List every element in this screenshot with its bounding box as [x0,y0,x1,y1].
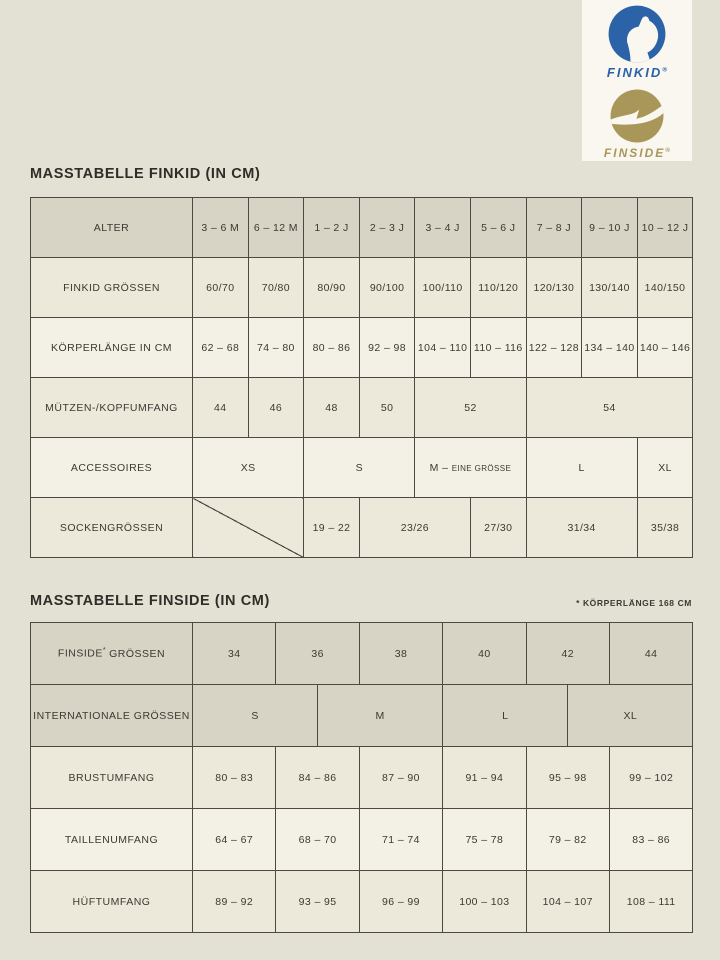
row-hueftumfang [31,871,693,933]
cell-size: 120/130 [526,258,582,318]
cell-age: 3 – 4 J [415,198,471,258]
cell-head-size: 48 [304,378,360,438]
row-label-finkid-groessen: FINKID GRÖSSEN [31,258,193,318]
row-koerperlaenge [31,318,693,378]
cell-hip: 96 – 99 [359,871,442,933]
row-internationale-groessen [31,685,693,747]
cell-chest: 91 – 94 [443,747,526,809]
cell-accessory-size: XS [193,438,304,498]
finkid-section-title [30,166,692,182]
cell-chest: 95 – 98 [526,747,609,809]
cell-size: 60/70 [193,258,249,318]
row-alter [31,198,693,258]
cell-intl-size: S [193,685,318,747]
cell-age: 2 – 3 J [359,198,415,258]
cell-age: 5 – 6 J [470,198,526,258]
row-taillenumfang [31,809,693,871]
row-label-accessoires: ACCESSOIRES [31,438,193,498]
cell-chest: 87 – 90 [359,747,442,809]
cell-chest: 84 – 86 [276,747,359,809]
cell-sock-size: 19 – 22 [304,498,360,558]
cell-size: 70/80 [248,258,304,318]
cell-body-length: 110 – 116 [470,318,526,378]
brand-logo-card [582,0,692,161]
cell-intl-size: XL [568,685,693,747]
cell-body-length: 74 – 80 [248,318,304,378]
finkid-size-table [30,197,693,558]
cell-waist: 71 – 74 [359,809,442,871]
cell-sock-size: 31/34 [526,498,637,558]
cell-size: 34 [193,623,276,685]
asterisk: * [102,647,107,655]
cell-accessory-size-one-size: M – EINE GRÖSSE [415,438,526,498]
koerperlaenge-footnote: * KÖRPERLÄNGE 168 CM [576,598,692,608]
cell-body-length: 92 – 98 [359,318,415,378]
row-label-hueftumfang: HÜFTUMFANG [31,871,193,933]
finside-bird-logo-icon [610,89,664,143]
row-label-international: INTERNATIONALE GRÖSSEN [31,685,193,747]
cell-hip: 108 – 111 [609,871,692,933]
cell-head-size: 44 [193,378,249,438]
cell-age: 10 – 12 J [637,198,693,258]
cell-waist: 83 – 86 [609,809,692,871]
cell-size: 100/110 [415,258,471,318]
cell-waist: 68 – 70 [276,809,359,871]
cell-sock-size: 27/30 [470,498,526,558]
one-size-note: EINE GRÖSSE [451,463,512,473]
row-label-alter: ALTER [31,198,193,258]
cell-age: 6 – 12 M [248,198,304,258]
cell-head-size: 52 [415,378,526,438]
cell-intl-size: L [443,685,568,747]
cell-size: 40 [443,623,526,685]
cell-head-size: 46 [248,378,304,438]
cell-size: 80/90 [304,258,360,318]
cell-size: 110/120 [470,258,526,318]
cell-size: 130/140 [582,258,638,318]
cell-body-length: 104 – 110 [415,318,471,378]
cell-waist: 75 – 78 [443,809,526,871]
cell-size: 38 [359,623,442,685]
cell-accessory-size: S [304,438,415,498]
finkid-wordmark: FINKID® [606,65,668,80]
row-label-finside-groessen: FINSIDE* GRÖSSEN [31,623,193,685]
cell-age: 1 – 2 J [304,198,360,258]
row-label-taillenumfang: TAILLENUMFANG [31,809,193,871]
cell-head-size: 54 [526,378,693,438]
cell-body-length: 140 – 146 [637,318,693,378]
cell-hip: 100 – 103 [443,871,526,933]
registered-mark: ® [665,147,671,154]
row-muetzen-kopfumfang [31,378,693,438]
finkid-title-text: MASSTABELLE FINKID (IN CM) [30,166,261,182]
cell-sock-size: 23/26 [359,498,470,558]
finside-size-table [30,622,693,933]
cell-waist: 79 – 82 [526,809,609,871]
cell-accessory-size: XL [637,438,693,498]
cell-size: 42 [526,623,609,685]
cell-age: 9 – 10 J [582,198,638,258]
cell-hip: 89 – 92 [193,871,276,933]
cell-body-length: 122 – 128 [526,318,582,378]
row-label-koerperlaenge: KÖRPERLÄNGE IN CM [31,318,193,378]
row-label-muetzen: MÜTZEN-/KOPFUMFANG [31,378,193,438]
finside-section-title [30,593,692,609]
cell-size: 44 [609,623,692,685]
cell-body-length: 62 – 68 [193,318,249,378]
finkid-bear-logo-icon [608,5,666,63]
cell-accessory-size: L [526,438,637,498]
cell-body-length: 80 – 86 [304,318,360,378]
row-label-brustumfang: BRUSTUMFANG [31,747,193,809]
cell-sock-size: 35/38 [637,498,693,558]
cell-body-length: 134 – 140 [582,318,638,378]
diagonal-strike-cell [193,498,304,558]
cell-chest: 99 – 102 [609,747,692,809]
cell-size: 90/100 [359,258,415,318]
cell-age: 3 – 6 M [193,198,249,258]
finside-title-text: MASSTABELLE FINSIDE (IN CM) [30,593,270,609]
cell-chest: 80 – 83 [193,747,276,809]
registered-mark: ® [662,66,668,74]
cell-hip: 104 – 107 [526,871,609,933]
cell-intl-size: M [318,685,443,747]
row-label-socken: SOCKENGRÖSSEN [31,498,193,558]
cell-size: 36 [276,623,359,685]
row-brustumfang [31,747,693,809]
cell-hip: 93 – 95 [276,871,359,933]
row-sockengroessen [31,498,693,558]
row-finside-groessen [31,623,693,685]
finside-wordmark: FINSIDE® [603,146,671,160]
row-accessoires [31,438,693,498]
cell-size: 140/150 [637,258,693,318]
row-finkid-groessen [31,258,693,318]
cell-age: 7 – 8 J [526,198,582,258]
cell-waist: 64 – 67 [193,809,276,871]
cell-head-size: 50 [359,378,415,438]
